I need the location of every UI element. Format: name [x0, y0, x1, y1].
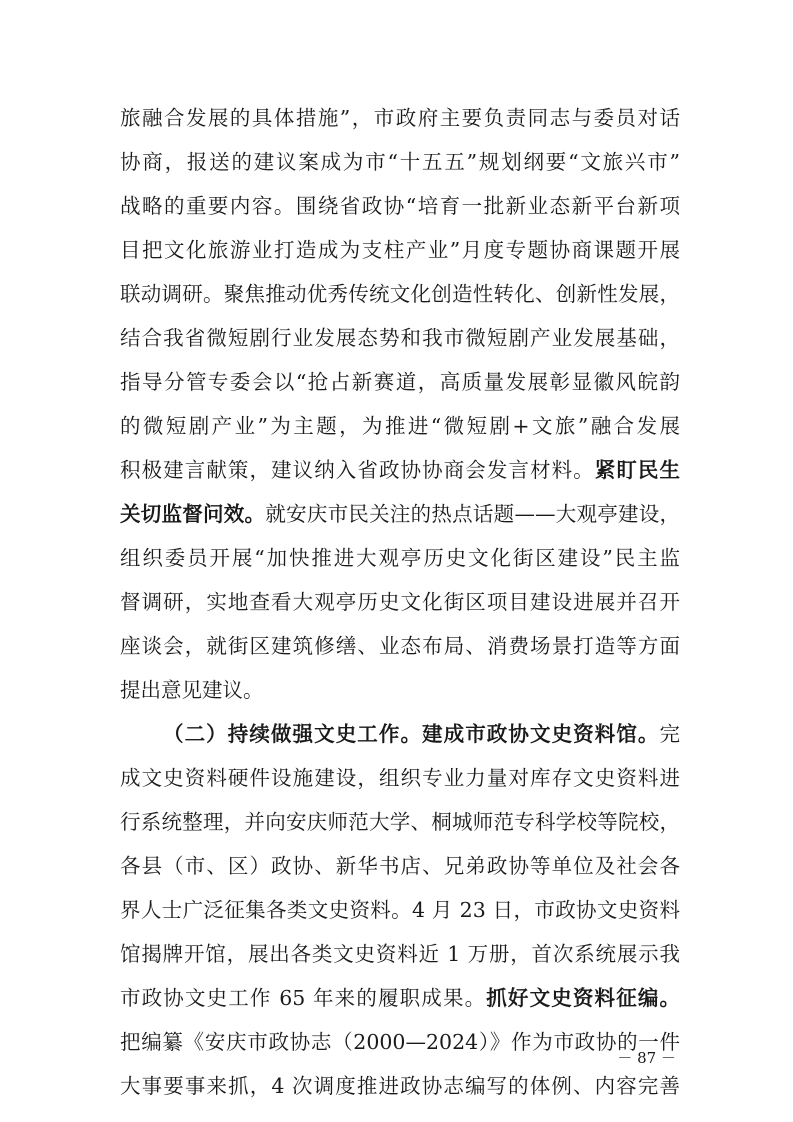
line-text: 界人士广泛征集各类文史资料。4 月 23 日，市政协文史资料 [120, 898, 680, 922]
line-text: 行系统整理，并向安庆师范大学、桐城师范专科学校等院校， [120, 810, 680, 834]
text-line [120, 494, 680, 534]
text-line [120, 670, 680, 710]
line-text: 就安庆市民关注的热点话题——大观亭建设， [265, 502, 681, 526]
line-text: 市政协文史工作 65 年来的履职成果。 [120, 986, 487, 1010]
line-text: 督调研，实地查看大观亭历史文化街区项目建设进展并召开 [120, 590, 680, 614]
line-text: 提出意见建议。 [120, 678, 264, 702]
line-text: 组织委员开展“加快推进大观亭历史文化街区建设”民主监 [120, 546, 680, 570]
line-text: 目把文化旅游业打造成为支柱产业”月度专题协商课题开展 [120, 238, 680, 262]
line-text: 战略的重要内容。围绕省政协“培育一批新业态新平台新项 [120, 194, 680, 218]
line-text: 结合我省微短剧行业发展态势和我市微短剧产业发展基础， [120, 326, 680, 350]
page-number: － 87 － [617, 1049, 676, 1067]
line-text: 把编纂《安庆市政协志（2000—2024）》作为市政协的一件 [120, 1030, 680, 1054]
text-line [120, 318, 680, 358]
section-heading-line [163, 714, 680, 754]
text-line [120, 406, 680, 446]
line-text: 座谈会，就街区建筑修缮、业态布局、消费场景打造等方面 [120, 634, 680, 658]
line-text: 旅融合发展的具体措施”，市政府主要负责同志与委员对话 [120, 106, 680, 130]
line-bold-heading: 紧盯民生 [594, 458, 681, 482]
line-text: 的微短剧产业”为主题，为推进“微短剧+文旅”融合发展 [120, 414, 680, 438]
line-text: 各县（市、区）政协、新华书店、兄弟政协等单位及社会各 [120, 854, 680, 878]
text-line [120, 274, 680, 314]
section-heading: （二）持续做强文史工作。建成市政协文史资料馆。 [163, 722, 660, 746]
text-line [120, 626, 680, 666]
line-text: 联动调研。聚焦推动优秀传统文化创造性转化、创新性发展， [120, 282, 680, 306]
text-line [120, 1022, 680, 1062]
text-line [120, 142, 680, 182]
text-line [120, 186, 680, 226]
line-text: 大事要事来抓，4 次调度推进政协志编写的体例、内容完善 [120, 1074, 680, 1098]
line-text: 指导分管专委会以“抢占新赛道，高质量发展彰显徽风皖韵 [120, 370, 680, 394]
line-bold-heading: 关切监督问效。 [120, 502, 266, 526]
text-line [120, 934, 680, 974]
line-text: 完 [659, 722, 680, 746]
line-text: 成文史资料硬件设施建设，组织专业力量对库存文史资料进 [120, 766, 680, 790]
text-line [120, 582, 680, 622]
text-line [120, 538, 680, 578]
line-text: 馆揭牌开馆，展出各类文史资料近 1 万册，首次系统展示我 [120, 942, 680, 966]
text-line [120, 1066, 680, 1106]
line-text: 协商，报送的建议案成为市“十五五”规划纲要“文旅兴市” [120, 150, 680, 174]
text-line [120, 98, 680, 138]
text-line [120, 230, 680, 270]
text-line [120, 802, 680, 842]
text-line [120, 890, 680, 930]
text-line [120, 846, 680, 886]
line-text: 积极建言献策，建议纳入省政协协商会发言材料。 [120, 458, 595, 482]
line-bold-heading: 抓好文史资料征编。 [486, 986, 681, 1010]
text-line [120, 362, 680, 402]
text-line [120, 978, 680, 1018]
text-line [120, 450, 680, 490]
text-line [120, 758, 680, 798]
